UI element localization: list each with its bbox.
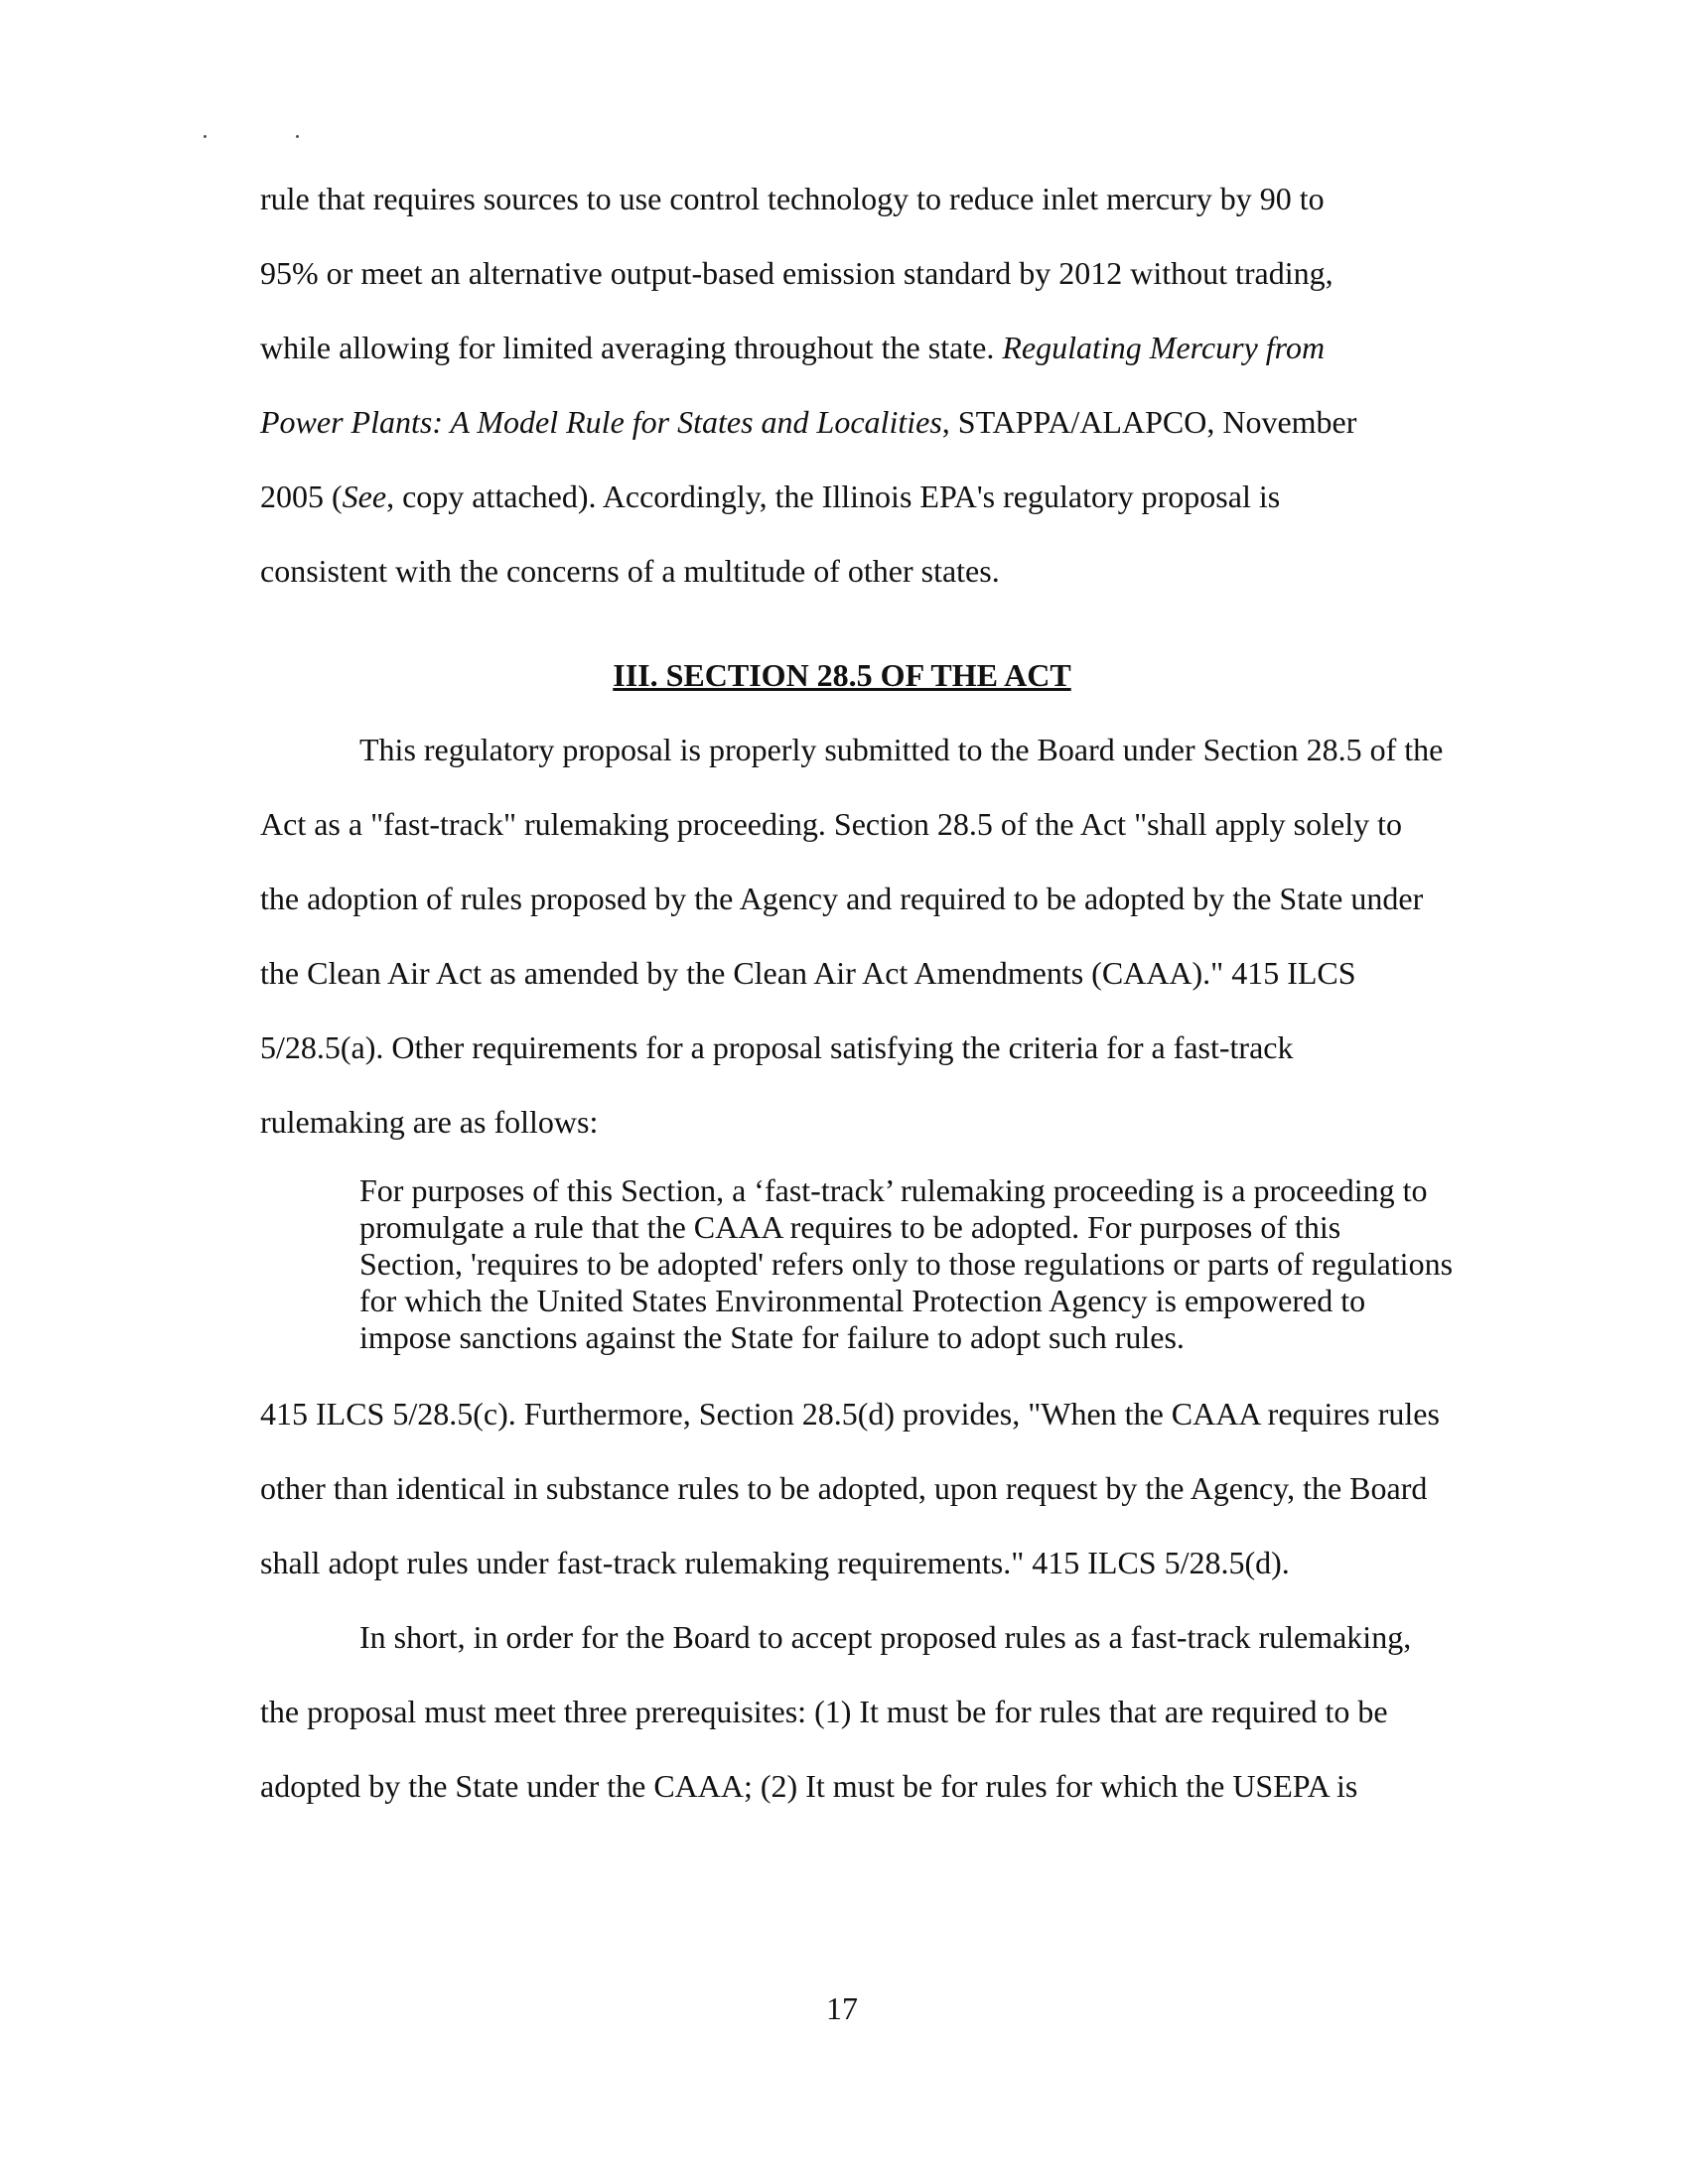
intro-line-5-text-b: , copy attached). Accordingly, the Illinois EPA's regulatory proposal is bbox=[386, 478, 1281, 514]
intro-line-2: 95% or meet an alternative output-based emission standard by 2012 without trading, bbox=[260, 255, 1333, 291]
scan-speck bbox=[204, 135, 207, 138]
see-signal: See bbox=[342, 478, 387, 514]
section-heading: III. SECTION 28.5 OF THE ACT bbox=[613, 657, 1071, 693]
quote-line-1: For purposes of this Section, a ‘fast-track’ rulemaking proceeding is a proceeding to bbox=[359, 1172, 1428, 1208]
summary-line-2: the proposal must meet three prerequisites: (1) It must be for rules that are required to be bbox=[260, 1694, 1388, 1729]
scan-speck bbox=[296, 135, 299, 138]
citation-line-1: 415 ILCS 5/28.5(c). Furthermore, Section 28.5(d) provides, "When the CAAA requires rules bbox=[260, 1396, 1440, 1432]
quote-line-2: promulgate a rule that the CAAA requires to be adopted. For purposes of this bbox=[359, 1209, 1341, 1245]
quote-line-3: Section, 'requires to be adopted' refers only to those regulations or parts of regulations bbox=[359, 1246, 1454, 1282]
page-number: 17 bbox=[826, 1990, 858, 2026]
section-line-3: the adoption of rules proposed by the Agency and required to be adopted by the State under bbox=[260, 881, 1424, 916]
intro-line-1: rule that requires sources to use control technology to reduce inlet mercury by 90 to bbox=[260, 181, 1325, 216]
citation-line-2: other than identical in substance rules to be adopted, upon request by the Agency, the Board bbox=[260, 1470, 1428, 1506]
summary-line-3: adopted by the State under the CAAA; (2) It must be for rules for which the USEPA is bbox=[260, 1768, 1358, 1804]
section-line-1: This regulatory proposal is properly submitted to the Board under Section 28.5 of the bbox=[359, 732, 1444, 767]
report-title-part-1: Regulating Mercury from bbox=[1002, 330, 1326, 365]
citation-line-3: shall adopt rules under fast-track rulemaking requirements." 415 ILCS 5/28.5(d). bbox=[260, 1545, 1290, 1580]
intro-line-5 bbox=[260, 477, 1280, 516]
quote-line-5: impose sanctions against the State for failure to adopt such rules. bbox=[359, 1319, 1185, 1355]
intro-line-3 bbox=[260, 328, 1325, 367]
section-line-5: 5/28.5(a). Other requirements for a proposal satisfying the criteria for a fast-track bbox=[260, 1029, 1294, 1065]
section-line-6: rulemaking are as follows: bbox=[260, 1104, 599, 1140]
section-line-4: the Clean Air Act as amended by the Clean Air Act Amendments (CAAA)." 415 ILCS bbox=[260, 955, 1356, 991]
intro-line-4 bbox=[260, 402, 1356, 442]
section-line-2: Act as a "fast-track" rulemaking proceeding. Section 28.5 of the Act "shall apply solely to bbox=[260, 806, 1402, 842]
intro-line-5-text-a: 2005 ( bbox=[260, 478, 343, 514]
quote-line-4: for which the United States Environmental Protection Agency is empowered to bbox=[359, 1283, 1366, 1318]
intro-line-4-text: , STAPPA/ALAPCO, November bbox=[941, 404, 1357, 440]
report-title-part-2: Power Plants: A Model Rule for States and Localities bbox=[260, 404, 942, 440]
summary-line-1: In short, in order for the Board to accept proposed rules as a fast-track rulemaking, bbox=[359, 1619, 1412, 1655]
intro-line-3-text: while allowing for limited averaging throughout the state. bbox=[260, 330, 1003, 365]
intro-line-6: consistent with the concerns of a multitude of other states. bbox=[260, 553, 1000, 589]
